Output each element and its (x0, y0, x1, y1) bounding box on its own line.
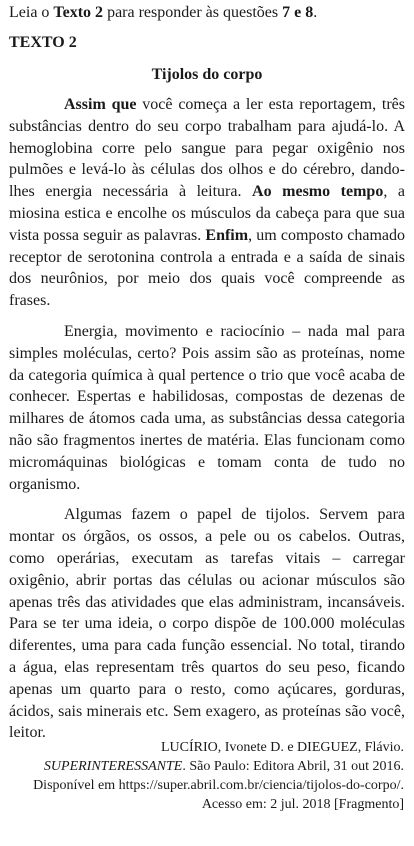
instruction-suffix: . (313, 4, 318, 21)
citation-publication: . São Paulo: Editora Abril, 31 out 2016. (182, 759, 404, 774)
connective-ao-mesmo-tempo: Ao mesmo tempo (252, 183, 384, 201)
instruction-text-ref: Texto 2 (53, 4, 104, 21)
text-label: TEXTO 2 (9, 34, 77, 51)
connective-assim-que: Assim que (64, 96, 137, 113)
citation-access: Acesso em: 2 jul. 2018 [Fragmento] (201, 797, 404, 812)
instruction-line (9, 2, 317, 24)
citation-availability: Disponível em https://super.abril.com.br/ciencia/tijolos-do-corpo/. (33, 778, 404, 793)
question-number-7: 7 (282, 4, 291, 21)
instruction-prefix: Leia o (9, 4, 54, 21)
paragraph-1 (9, 94, 405, 312)
citation-authors: LUCÍRIO, Ivonete D. e DIEGUEZ, Flávio. (160, 740, 404, 755)
paragraph-1-part-3: , um composto chamado receptor de serotonina controla a entrada e a saída de sinais dos neurônios, por meio dos quais você compreende as frases. (9, 226, 405, 310)
source-citation (9, 738, 404, 814)
citation-publication-line (9, 757, 404, 776)
citation-magazine: SUPERINTERESSANTE (43, 759, 183, 774)
instruction-conjunction: e (290, 4, 306, 21)
paragraph-3: Algumas fazem o papel de tijolos. Servem para montar os órgãos, os ossos, a pele ou os cabelos. Outras, como operárias, executam as tarefas vitais – carregar oxigênio, abrir portas das células ou acionar músculos são apenas três das atividades que elas administram, incansáveis. Para se ter uma ideia, o corpo dispõe de 100.000 moléculas diferentes, uma para cada função essencial. No total, tirando a água, elas representam três quartos do seu peso, ficando apenas um quarto para o resto, como açúcares, gorduras, ácidos, sais minerais etc. Sem exagero, as proteínas são você, leitor. (9, 506, 405, 742)
article-body (9, 94, 405, 744)
article-title: Tijolos do corpo (151, 66, 263, 83)
connective-enfim: Enfim (205, 226, 249, 244)
paragraph-1-part-1: você começa a ler esta reportagem, três substâncias dentro do seu corpo trabalham para ajudá-lo. A hemoglobina corre pelo sangue para pegar oxigênio nos pulmões e levá-lo às células dos olhos e do cérebro, dando-lhes energia necessária à leitura. (9, 96, 406, 201)
paragraph-2: Energia, movimento e raciocínio – nada mal para simples moléculas, certo? Pois assim são as proteínas, nome da categoria química à qual pertence o trio que você acaba de conhecer. Espertas e habilidosas, compostas de dezenas de milhares de átomos cada uma, as substâncias dessa categoria não são fragmentos inertes de matéria. Elas funcionam como micromáquinas biológicas e tomam conta de tudo no organismo. (9, 322, 405, 493)
paragraph-1-part-2: , a miosina estica e encolhe os músculos da cabeça para que sua vista possa seguir as palavras. (9, 183, 405, 244)
question-number-8: 8 (305, 4, 314, 21)
instruction-middle: para responder às questões (103, 4, 283, 21)
